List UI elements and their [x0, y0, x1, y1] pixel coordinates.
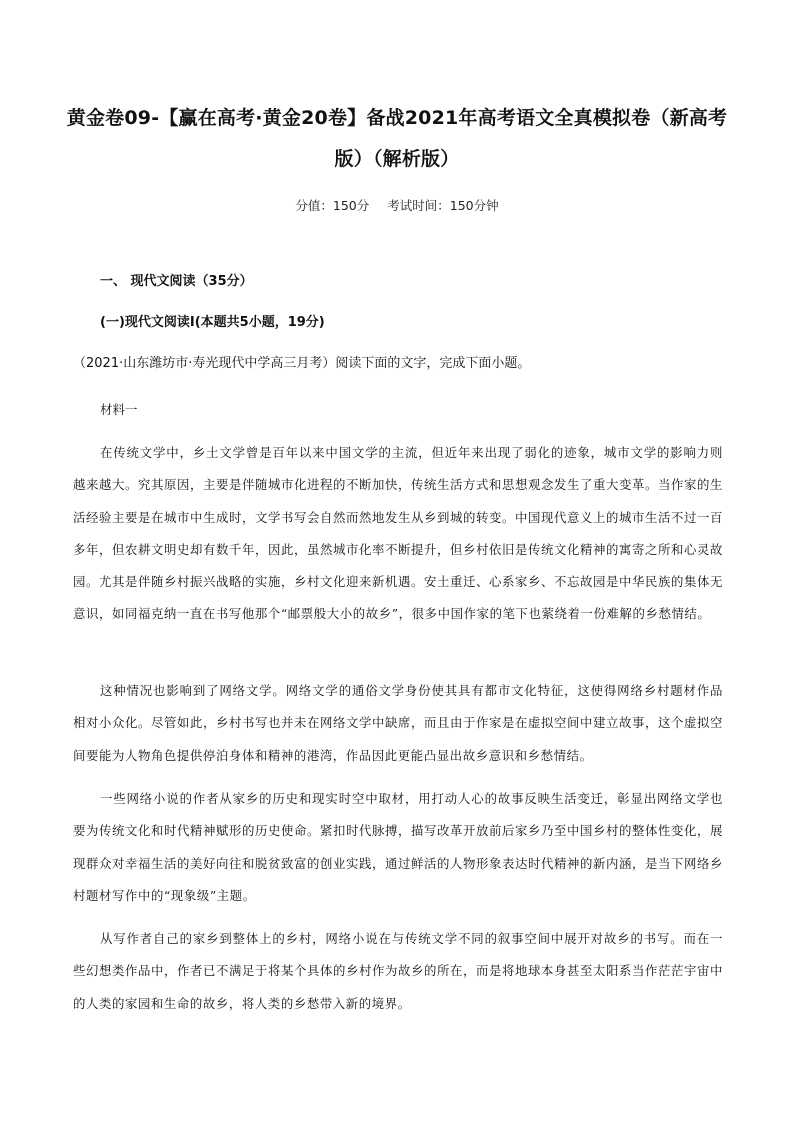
material-label: 材料一 [100, 402, 138, 417]
time-info: 考试时间：150分钟 [387, 198, 499, 213]
document-title: 黄金卷09-【赢在高考·黄金20卷】备战2021年高考语文全真模拟卷（新高考版）（解析版） [66, 107, 728, 170]
paragraph: 从写作者自己的家乡到整体上的乡村，网络小说在与传统文学不同的叙事空间中展开对故乡的书写。而在一些幻想类作品中，作者已不满足于将某个具体的乡村作为故乡的所在，而是将地球本身甚至太阳系当作茫茫宇宙中的人类的家园和生命的故乡，将人类的乡愁带入新的境界。 [73, 931, 723, 1011]
paragraph: 一些网络小说的作者从家乡的历史和现实时空中取材，用打动人心的故事反映生活变迁，彰显出网络文学也要为传统文化和时代精神赋形的历史使命。紧扣时代脉搏，描写改革开放前后家乡乃至中国乡村的整体性变化，展现群众对幸福生活的美好向往和脱贫致富的创业实践，通过鲜活的人物形象表达时代精神的新内涵，是当下网络乡村题材写作中的“现象级”主题。 [73, 791, 723, 903]
subsection-heading: (一)现代文阅读Ⅰ(本题共5小题，19分) [100, 315, 325, 330]
source-line: （2021·山东潍坊市·寿光现代中学高三月考）阅读下面的文字，完成下面小题。 [73, 356, 531, 371]
exam-meta [0, 196, 794, 216]
paragraph: 在传统文学中，乡土文学曾是百年以来中国文学的主流，但近年来出现了弱化的迹象，城市文学的影响力则越来越大。究其原因，主要是伴随城市化进程的不断加快，传统生活方式和思想观念发生了重大变革。当作家的生活经验主要是在城市中生成时，文学书写会自然而然地发生从乡到城的转变。中国现代意义上的城市生活不过一百多年，但农耕文明史却有数千年，因此，虽然城市化率不断提升，但乡村依旧是传统文化精神的寓寄之所和心灵故园。尤其是伴随乡村振兴战略的实施，乡村文化迎来新机遇。安土重迁、心系家乡、不忘故园是中华民族的集体无意识，如同福克纳一直在书写他那个“邮票般大小的故乡”，很多中国作家的笔下也萦绕着一份难解的乡愁情结。 [73, 445, 723, 622]
paragraph: 这种情况也影响到了网络文学。网络文学的通俗文学身份使其具有都市文化特征，这使得网络乡村题材作品相对小众化。尽管如此，乡村书写也并未在网络文学中缺席，而且由于作家是在虚拟空间中建立故事，这个虚拟空间要能为人物角色提供停泊身体和精神的港湾，作品因此更能凸显出故乡意识和乡愁情结。 [73, 683, 723, 763]
score-info: 分值：150分 [295, 198, 370, 213]
section-heading: 一、 现代文阅读（35分） [100, 274, 253, 289]
